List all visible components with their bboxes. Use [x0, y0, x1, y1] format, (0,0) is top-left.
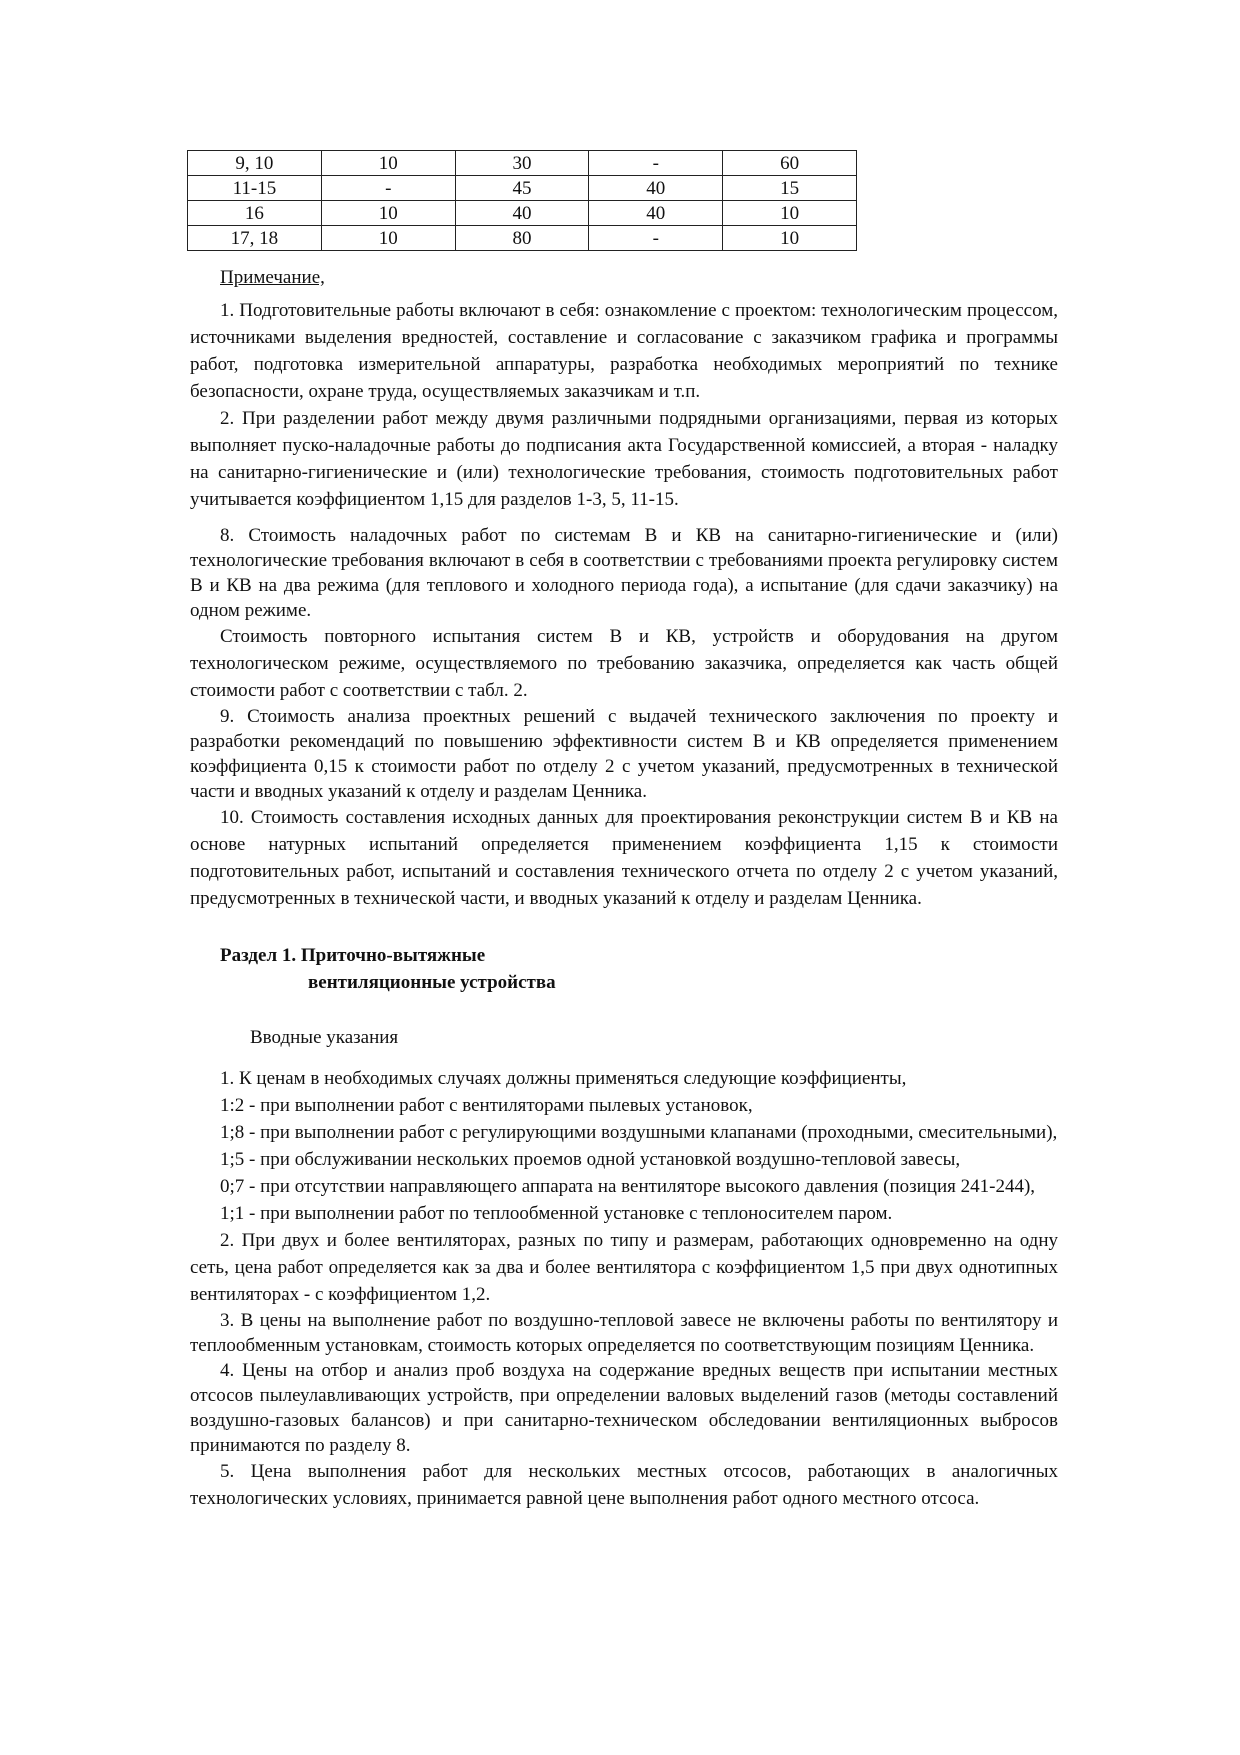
note-title: Примечание,: [220, 267, 325, 288]
intro-item-2: 1:2 - при выполнении работ с вентиляторами пылевых установок,: [220, 1095, 753, 1116]
table-cell: 10: [321, 151, 455, 176]
intro-item-3: 1;8 - при выполнении работ с регулирующими воздушными клапанами (проходными, смесительными),: [220, 1122, 1058, 1143]
intro-item-4: 1;5 - при обслуживании нескольких проемов одной установкой воздушно-тепловой завесы,: [220, 1149, 961, 1170]
table-cell: 40: [589, 176, 723, 201]
table-cell: 45: [455, 176, 589, 201]
table-cell: 40: [455, 201, 589, 226]
section-heading: [220, 942, 1058, 996]
table-cell: 80: [455, 226, 589, 251]
table-row: [188, 201, 857, 226]
intro-item-6: 1;1 - при выполнении работ по теплообменной установке с теплоносителем паром.: [220, 1203, 893, 1224]
intro-item-1: 1. К ценам в необходимых случаях должны применяться следующие коэффициенты,: [220, 1068, 907, 1089]
table-cell: 10: [723, 226, 857, 251]
table-cell: 10: [723, 201, 857, 226]
table-row: [188, 226, 857, 251]
paragraph-10: 10. Стоимость составления исходных данных для проектирования реконструкции систем В и КВ на основе натурных испытаний определяется применением коэффициента 1,15 к стоимости подготовительных работ, испытаний и составления технического отчета по отделу 2 с учетом указаний, предусмотренных в технической части, и вводных указаний к отделу и разделам Ценника.: [190, 807, 1058, 909]
note-paragraph-1: 1. Подготовительные работы включают в себя: ознакомление с проектом: технологическим процессом, источниками выделения вредностей, составление и согласование с заказчиком графика и программы работ, подготовка измерительной аппаратуры, разработка необходимых мероприятий по технике безопасности, охране труда, осуществляемых заказчикам и т.п.: [190, 300, 1058, 402]
intro-item-8: 3. В цены на выполнение работ по воздушно-тепловой завесе не включены работы по вентилятору и теплообменным установкам, стоимость которых определяется по соответствующим позициям Ценника.: [190, 1310, 1058, 1356]
note-paragraph-2: 2. При разделении работ между двумя различными подрядными организациями, первая из которых выполняет пуско-наладочные работы до подписания акта Государственной комиссией, а вторая - наладку на санитарно-гигиенические и (или) технологические требования, стоимость подготовительных работ учитывается коэффициентом 1,15 для разделов 1-3, 5, 11-15.: [190, 408, 1058, 510]
paragraph-8: 8. Стоимость наладочных работ по системам В и КВ на санитарно-гигиенические и (или) технологические требования включают в себя в соответствии с требованиями проекта регулировку систем В и КВ на два режима (для теплового и холодного периода года), а испытание (для сдачи заказчику) на одном режиме.: [190, 525, 1058, 621]
table-cell: 11-15: [188, 176, 322, 201]
section-heading-line-2: вентиляционные устройства: [308, 972, 556, 993]
intro-heading: Вводные указания: [250, 1027, 399, 1048]
table-cell: 16: [188, 201, 322, 226]
intro-item-5: 0;7 - при отсутствии направляющего аппарата на вентиляторе высокого давления (позиция 241-244),: [220, 1176, 1036, 1197]
table-cell: 17, 18: [188, 226, 322, 251]
table-cell: 10: [321, 201, 455, 226]
table-cell: 40: [589, 201, 723, 226]
table-cell: -: [589, 151, 723, 176]
table-row: [188, 176, 857, 201]
spacer: [190, 513, 1058, 523]
table-row: [188, 151, 857, 176]
paragraph-9: 9. Стоимость анализа проектных решений с выдачей технического заключения по проекту и разработки рекомендаций по повышению эффективности систем В и КВ определяется применением коэффициента 0,15 к стоимости работ по отделу 2 с учетом указаний, предусмотренных в технической части и вводных указаний к отделу и разделам Ценника.: [190, 706, 1058, 802]
table-cell: 10: [321, 226, 455, 251]
intro-item-7: 2. При двух и более вентиляторах, разных по типу и размерам, работающих одновременно на одну сеть, цена работ определяется как за два и более вентилятора с коэффициентом 1,5 при двух однотипных вентиляторах - с коэффициентом 1,2.: [190, 1230, 1058, 1305]
section-heading-line-1: Раздел 1. Приточно-вытяжные: [220, 945, 486, 966]
intro-item-10: 5. Цена выполнения работ для нескольких местных отсосов, работающих в аналогичных технологических условиях, принимается равной цене выполнения работ одного местного отсоса.: [190, 1461, 1058, 1509]
table-cell: -: [321, 176, 455, 201]
rates-table: [187, 150, 857, 251]
table-cell: -: [589, 226, 723, 251]
table-cell: 30: [455, 151, 589, 176]
intro-item-9: 4. Цены на отбор и анализ проб воздуха на содержание вредных веществ при испытании местных отсосов пылеулавливающих устройств, при определении валовых выделений газов (методы составлений воздушно-газовых балансов) и при санитарно-техническом обследовании вентиляционных выбросов принимаются по разделу 8.: [190, 1360, 1058, 1456]
table-cell: 60: [723, 151, 857, 176]
paragraph-8-continued: Стоимость повторного испытания систем В и КВ, устройств и оборудования на другом технологическом режиме, осуществляемого по требованию заказчика, определяется как часть общей стоимости работ с соответствии с табл. 2.: [190, 626, 1058, 701]
document-page: [190, 150, 1058, 1512]
table-cell: 9, 10: [188, 151, 322, 176]
table-cell: 15: [723, 176, 857, 201]
